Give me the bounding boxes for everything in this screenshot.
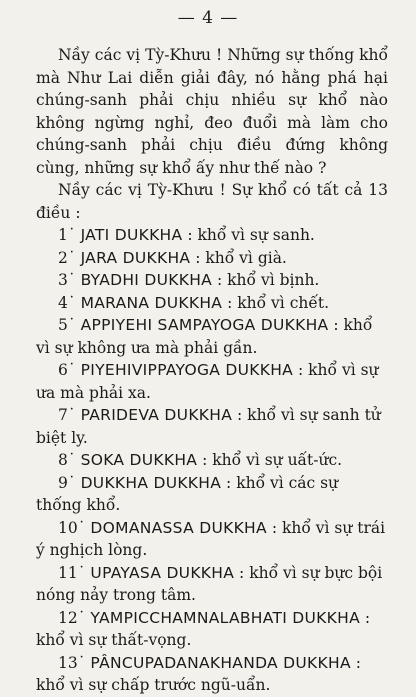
item-term: MARANA DUKKHA [80, 293, 223, 312]
item-term: JATI DUKKHA [80, 226, 183, 244]
item-number: 2˙ [58, 248, 76, 267]
item-term: BYADHI DUKKHA [80, 271, 213, 289]
suffering-list [36, 224, 388, 697]
item-number: 8˙ [58, 451, 76, 469]
item-term: PÂNCUPADANAKHANDA DUKKHA [90, 653, 351, 672]
item-term: PIYEHIVIPPAYOGA DUKKHA [80, 361, 294, 379]
list-item [36, 224, 388, 247]
item-term: DOMANASSA DUKKHA [90, 518, 267, 537]
item-description: : khổ vì bịnh. [212, 271, 320, 289]
item-description: : khổ vì sự sanh tử biệt ly. [36, 406, 381, 447]
list-item [36, 472, 388, 517]
item-number: 13˙ [58, 653, 86, 672]
list-item [36, 449, 388, 472]
list-item [36, 607, 388, 652]
item-term: YAMPICCHAMNALABHATI DUKKHA [90, 608, 360, 627]
item-number: 11˙ [58, 563, 86, 582]
item-description: : khổ vì các sự thống khổ. [36, 473, 339, 514]
item-term: DUKKHA DUKKHA [80, 473, 222, 492]
item-term: SOKA DUKKHA [80, 451, 198, 469]
item-number: 9˙ [58, 473, 76, 492]
list-item [36, 247, 388, 270]
summary-paragraph: Nầy các vị Tỳ-Khưu ! Sự khổ có tất cả 13 điều : [36, 181, 388, 222]
item-term: JARA DUKKHA [80, 248, 191, 267]
list-item [36, 269, 388, 292]
item-number: 6˙ [58, 361, 76, 379]
page-number: — 4 — [177, 8, 239, 28]
item-number: 1˙ [58, 226, 76, 244]
list-item [36, 652, 388, 697]
item-number: 10˙ [58, 518, 86, 537]
item-term: UPAYASA DUKKHA [90, 563, 235, 582]
item-description: : khổ vì sự bực bội nóng nảy trong tâm. [36, 563, 383, 604]
item-description: : khổ vì sự trái ý nghịch lòng. [36, 518, 386, 559]
list-item [36, 517, 388, 562]
item-number: 4˙ [58, 293, 76, 312]
item-term: PARIDEVA DUKKHA [80, 406, 233, 424]
item-description: : khổ vì sự chấp trước ngũ-uẩn. [36, 653, 361, 694]
list-item [36, 314, 388, 359]
item-number: 3˙ [58, 271, 76, 289]
list-item [36, 404, 388, 449]
item-description: : khổ vì chết. [222, 293, 330, 312]
item-number: 12˙ [58, 608, 86, 627]
list-item [36, 562, 388, 607]
item-description: : khổ vì sự thất-vọng. [36, 608, 371, 649]
item-description: : khổ vì sự không ưa mà phải gần. [36, 316, 373, 357]
item-description: : khổ vì sự uất-ức. [197, 451, 343, 469]
item-description: : khổ vì già. [190, 248, 287, 267]
item-description: : khổ vì sự ưa mà phải xa. [36, 361, 379, 402]
item-number: 7˙ [58, 406, 76, 424]
intro-paragraph: Nầy các vị Tỳ-Khưu ! Những sự thống khổ mà Như Lai diễn giải đây, nó hằng phá hại chúng-sanh phải chịu nhiều sự khổ nào không ngừng nghỉ, đeo đuổi mà làm cho chúng-sanh phải chịu điều đứng không cùng, những sự khổ ấy như thế nào ? [36, 46, 388, 177]
item-number: 5˙ [58, 316, 76, 334]
list-item [36, 292, 388, 315]
body-text [36, 44, 388, 697]
list-item [36, 359, 388, 404]
item-term: APPIYEHI SAMPAYOGA DUKKHA [80, 316, 329, 334]
item-description: : khổ vì sự sanh. [182, 226, 315, 244]
